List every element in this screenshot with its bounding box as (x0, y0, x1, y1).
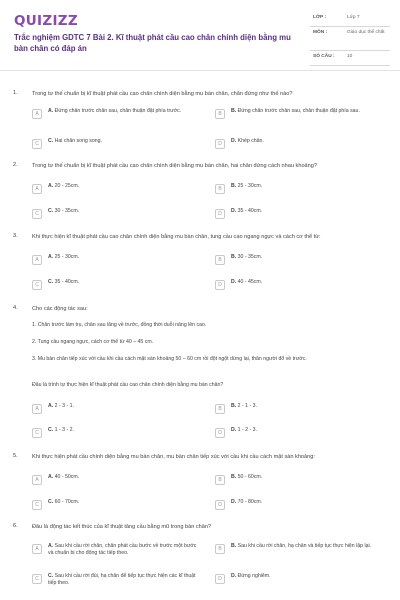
option-label: D. (231, 499, 237, 505)
option-text (231, 499, 381, 506)
option-label: A. (48, 183, 54, 189)
question-number: 5. (13, 453, 18, 459)
option-text (231, 183, 381, 190)
answer-option[interactable] (215, 499, 385, 512)
option-label: B. (231, 183, 237, 189)
option-letter-box: C (32, 209, 42, 219)
option-content: 50 - 60cm. (237, 474, 263, 480)
answer-option[interactable] (32, 499, 202, 512)
option-text (231, 474, 381, 481)
option-letter-box: B (215, 475, 225, 485)
meta-key: SỐ CÂU : (313, 54, 335, 59)
question-text: Đâu là động tác kết thúc của kĩ thuật tâng cầu bằng mũ trong bàn chân? (32, 524, 212, 530)
question-paragraph: 2. Tung cầu ngang ngực, cách cơ thể từ 40 – 45 cm. (32, 339, 154, 345)
option-text (231, 208, 381, 215)
option-content: 30 - 35cm. (54, 208, 80, 214)
answer-option[interactable] (32, 183, 202, 196)
option-content: 2 - 3 - 1. (54, 403, 74, 409)
option-letter-box: B (215, 544, 225, 554)
option-content: Sau khi cầu rời chân, chân phát cầu bước về trước một bước và chuẩn bị cho động tác tiếp theo. (48, 543, 197, 556)
meta-key: MÔN : (313, 30, 328, 35)
quizizz-logo: QUIZIZZ (14, 13, 78, 29)
option-letter-box: B (215, 109, 225, 119)
option-text (48, 108, 198, 115)
answer-option[interactable] (215, 138, 385, 151)
option-text (231, 279, 381, 286)
option-label: D. (231, 573, 237, 579)
question-paragraph: Đâu là trình tự thực hiện kĩ thuật phát cầu cao chân chính diện bằng mu bàn chân? (32, 382, 224, 388)
option-content: 35 - 40cm. (237, 208, 263, 214)
option-letter-box: D (215, 574, 225, 584)
option-letter-box: C (32, 500, 42, 510)
option-content: 40 - 45cm. (237, 279, 263, 285)
page-title: Trắc nghiệm GDTC 7 Bài 2. Kĩ thuật phát cầu cao chân chính diện bằng mu bàn chân có đáp án (14, 33, 291, 53)
option-letter-box: A (32, 255, 42, 265)
option-text (48, 183, 198, 190)
meta-row-count (310, 51, 390, 66)
option-content: Sau khi cầu rời đùi, hạ chân để tiếp tục thực hiện các kĩ thuật tiếp theo. (48, 573, 196, 586)
meta-row-class (310, 12, 390, 27)
question-paragraph: 3. Mu bàn chân tiếp xúc với cầu khi cầu cách mặt sàn khoảng 50 – 60 cm rồi đột ngột dừng lại, thân người đổ về trước. (32, 356, 307, 362)
option-label: C. (48, 138, 54, 144)
option-letter-box: A (32, 404, 42, 414)
option-letter-box: C (32, 139, 42, 149)
answer-option[interactable] (215, 427, 385, 440)
option-content: Khép chân. (237, 138, 264, 144)
option-content: Đứng chân trước chân sau, chân thuận đặt phía sau. (237, 108, 360, 114)
question-text: Khi thực hiện phát cầu chính diện bằng mu bàn chân, mu bàn chân tiếp xúc với cầu khi cầu cách mặt sàn khoảng: (32, 454, 315, 460)
answer-option[interactable] (32, 573, 202, 586)
meta-key: LỚP : (313, 15, 327, 20)
option-content: 1 - 3 - 2. (54, 427, 74, 433)
question-number: 4. (13, 305, 18, 311)
answer-option[interactable] (32, 108, 202, 121)
option-label: A. (48, 254, 54, 260)
answer-option[interactable] (215, 474, 385, 487)
option-content: 30 - 35cm. (237, 254, 263, 260)
question-text: Cho các động tác sau: (32, 306, 88, 312)
option-text (48, 427, 198, 434)
option-label: D. (231, 208, 237, 214)
meta-value: Giáo dục thể chất (347, 30, 385, 35)
option-label: C. (48, 499, 54, 505)
option-text (48, 208, 198, 215)
option-letter-box: A (32, 475, 42, 485)
option-letter-box: D (215, 139, 225, 149)
option-letter-box: D (215, 209, 225, 219)
option-letter-box: C (32, 280, 42, 290)
option-content: Sau khi cầu rời chân, hạ chân và tiếp tục thực hiện lặp lại. (237, 543, 372, 549)
question-paragraph: 1. Chân trước làm trụ, chân sau lăng về trước, đồng thời duỗi nâng lên cao. (32, 322, 207, 328)
option-content: 60 - 70cm. (54, 499, 80, 505)
header-divider (0, 70, 400, 71)
option-label: A. (48, 108, 54, 114)
option-label: A. (48, 403, 54, 409)
option-text (231, 543, 381, 550)
option-label: D. (231, 427, 237, 433)
option-label: B. (231, 108, 237, 114)
option-label: A. (48, 474, 54, 480)
option-label: B. (231, 474, 237, 480)
option-label: B. (231, 254, 237, 260)
option-content: 20 - 25cm. (54, 183, 80, 189)
option-text (48, 403, 198, 410)
option-letter-box: D (215, 500, 225, 510)
option-letter-box: B (215, 255, 225, 265)
option-letter-box: B (215, 404, 225, 414)
option-text (48, 254, 198, 261)
answer-option[interactable] (215, 108, 385, 121)
answer-option[interactable] (215, 208, 385, 221)
option-label: D. (231, 138, 237, 144)
option-content: 1 - 2 - 3. (237, 427, 257, 433)
meta-value: Lớp 7 (347, 15, 360, 20)
answer-option[interactable] (215, 279, 385, 292)
option-content: Đứng nghiêm. (237, 573, 271, 579)
option-letter-box: A (32, 184, 42, 194)
answer-option[interactable] (32, 138, 202, 151)
option-letter-box: A (32, 544, 42, 554)
question-number: 1. (13, 90, 18, 96)
option-text (231, 108, 381, 115)
answer-option[interactable] (32, 208, 202, 221)
answer-option[interactable] (32, 403, 202, 416)
option-content: Đứng chân trước chân sau, chân thuận đặt phía trước. (54, 108, 182, 114)
meta-value: 10 (347, 54, 353, 59)
option-content: 70 - 80cm. (237, 499, 263, 505)
option-letter-box: B (215, 184, 225, 194)
option-content: 35 - 40cm. (54, 279, 80, 285)
option-text (48, 543, 198, 557)
answer-option[interactable] (215, 573, 385, 586)
answer-option[interactable] (32, 279, 202, 292)
worksheet-header (0, 0, 400, 70)
question-text: Trong tư thế chuẩn bị kĩ thuật phát cầu cao chân chính diện bằng mu bàn chân, chân đứng như thế nào? (32, 91, 293, 97)
option-content: 25 - 30cm. (237, 183, 263, 189)
option-letter-box: A (32, 109, 42, 119)
option-label: C. (48, 279, 54, 285)
question-text: Trong tư thế chuẩn bị kĩ thuật phát cầu cao chân chính diện bằng mu bàn chân, hai chân đứng cách nhau khoảng? (32, 163, 317, 169)
answer-option[interactable] (32, 474, 202, 487)
option-text (231, 254, 381, 261)
question-number: 6. (13, 523, 18, 529)
option-text (48, 279, 198, 286)
option-text (48, 573, 198, 587)
option-letter-box: C (32, 574, 42, 584)
option-text (231, 427, 381, 434)
option-text (48, 138, 198, 145)
option-letter-box: D (215, 428, 225, 438)
answer-option[interactable] (215, 254, 385, 267)
answer-option[interactable] (32, 543, 202, 556)
option-content: 2 - 1 - 3. (237, 403, 257, 409)
option-text (231, 403, 381, 410)
option-letter-box: C (32, 428, 42, 438)
answer-option[interactable] (215, 403, 385, 416)
meta-table (310, 12, 390, 66)
option-label: B. (231, 543, 237, 549)
option-letter-box: D (215, 280, 225, 290)
answer-option[interactable] (32, 427, 202, 440)
option-label: D. (231, 279, 237, 285)
answer-option[interactable] (215, 543, 385, 556)
question-number: 3. (13, 233, 18, 239)
option-label: B. (231, 403, 237, 409)
option-label: C. (48, 208, 54, 214)
option-text (48, 499, 198, 506)
option-label: C. (48, 573, 54, 579)
meta-row-subject (310, 27, 390, 51)
option-content: 40 - 50cm. (54, 474, 80, 480)
option-label: A. (48, 543, 54, 549)
question-number: 2. (13, 162, 18, 168)
answer-option[interactable] (32, 254, 202, 267)
option-content: Hai chân song song. (54, 138, 102, 144)
option-label: C. (48, 427, 54, 433)
option-text (48, 474, 198, 481)
question-text: Khi thực hiện kĩ thuật phát cầu cao chân chính diện bằng mu bàn chân, tung cầu cao ngang ngực và cách cơ thể từ: (32, 234, 321, 240)
answer-option[interactable] (215, 183, 385, 196)
option-text (231, 573, 381, 580)
option-content: 25 - 30cm. (54, 254, 80, 260)
option-text (231, 138, 381, 145)
